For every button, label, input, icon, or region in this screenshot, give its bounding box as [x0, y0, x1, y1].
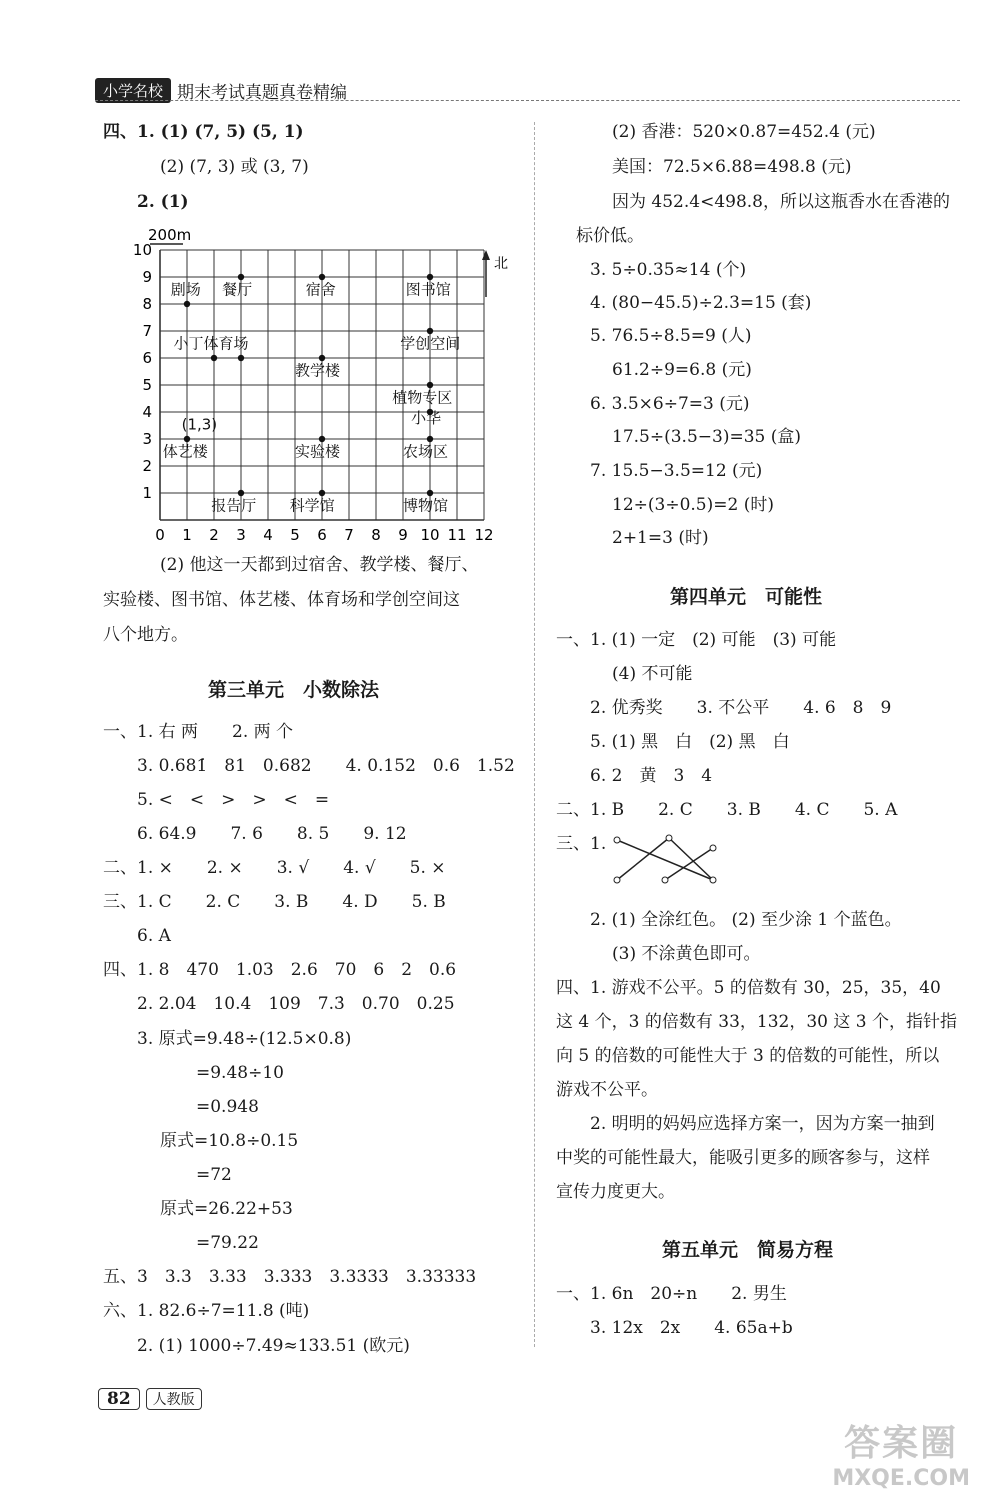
answer-line: 3. 5÷0.35≈14 (个) [590, 260, 747, 280]
answer-line: =79.22 [196, 1233, 259, 1253]
answer-line: 原式=26.22+53 [160, 1199, 293, 1219]
answer-line: 2. 明明的妈妈应选择方案一，因为方案一抽到 [590, 1114, 935, 1134]
answer-line: 原式=10.8÷0.15 [160, 1131, 299, 1151]
y-tick-label: 10 [132, 241, 152, 259]
place-label: 体艺楼 [162, 442, 208, 461]
x-tick-label: 0 [155, 526, 165, 544]
answer-line: (2) 他这一天都到过宿舍、教学楼、餐厅、 [160, 555, 479, 575]
location-dot [319, 490, 325, 496]
answer-line: 向 5 的倍数的可能性大于 3 的倍数的可能性，所以 [556, 1046, 940, 1066]
x-tick-label: 9 [398, 526, 408, 544]
location-dot [184, 301, 190, 307]
answer-line: 12÷(3÷0.5)=2 (时) [612, 495, 774, 515]
answer-line: (4) 不可能 [612, 664, 693, 684]
x-tick-label: 4 [263, 526, 273, 544]
place-label: 宿舍 [305, 280, 336, 299]
location-dot [184, 436, 190, 442]
y-tick-label: 8 [142, 295, 152, 313]
location-dot [427, 328, 433, 334]
x-tick-label: 6 [317, 526, 327, 544]
matching-lines-diagram [605, 830, 725, 890]
y-tick-label: 3 [142, 430, 152, 448]
location-dot [427, 382, 433, 388]
scale-label: 200m [148, 226, 192, 244]
answer-line: 3. 12x 2x 4. 65a+b [590, 1318, 793, 1338]
answer-line: 2. (1) 全涂红色。 (2) 至少涂 1 个蓝色。 [590, 910, 902, 930]
location-dot [238, 274, 244, 280]
answer-line: 一、1. 6n 20÷n 2. 男生 [556, 1284, 787, 1304]
answer-line: =72 [196, 1165, 232, 1185]
answer-line: 四、1. 游戏不公平。5 的倍数有 30，25，35，40 [556, 978, 941, 998]
place-label: 植物专区 [392, 388, 453, 407]
answer-line: 四、1. (1) (7, 5) (5, 1) [103, 122, 304, 142]
north-arrow-head [482, 250, 490, 260]
unit-3-title: 第三单元 小数除法 [208, 679, 380, 701]
x-tick-label: 8 [371, 526, 381, 544]
location-dot [238, 355, 244, 361]
answer-line: 一、1. 右 两 2. 两 个 [103, 722, 294, 742]
answer-line: 2. 2.04 10.4 109 7.3̇ 0.70 0.25 [137, 994, 455, 1014]
answer-line: 3. 原式=9.48÷(12.5×0.8) [137, 1029, 352, 1049]
y-tick-label: 4 [142, 403, 152, 421]
answer-line: (2) 香港：520×0.87=452.4 (元) [612, 122, 876, 142]
unit-4-title: 第四单元 可能性 [670, 586, 823, 608]
answer-line: 2. (1) [137, 192, 189, 212]
coordinate-grid-map [128, 222, 528, 552]
answer-line: 三、1. C 2. C 3. B 4. D 5. B [103, 892, 446, 912]
y-tick-label: 2 [142, 457, 152, 475]
answer-line: 八个地方。 [103, 625, 188, 645]
place-labels [163, 281, 461, 515]
answer-line: 5. 76.5÷8.5=9 (人) [590, 326, 752, 346]
answer-line: 3. 0.681̇ 81 0.682 4. 0.152 0.6 1.52 [137, 756, 515, 776]
answer-line: 四、1. 8 470 1.03 2.6 70 6 2 0.6 [103, 960, 457, 980]
location-dot [319, 436, 325, 442]
place-label: 剧场 [170, 280, 201, 299]
answer-line: 标价低。 [576, 226, 644, 246]
y-tick-label: 7 [142, 322, 152, 340]
answer-line: =9.48÷10 [196, 1063, 284, 1083]
location-dot [427, 490, 433, 496]
place-label: 餐厅 [222, 280, 253, 299]
answer-line: 六、1. 82.6÷7=11.8 (吨) [103, 1301, 310, 1321]
edition-badge: 人教版 [146, 1388, 202, 1410]
place-label: 小华 [411, 408, 442, 427]
answer-line: 4. (80−45.5)÷2.3=15 (套) [590, 293, 812, 313]
answer-line: 2. (1) 1000÷7.49≈133.51 (欧元) [137, 1336, 410, 1356]
place-label: 教学楼 [295, 361, 341, 380]
answer-line: =0.948 [196, 1097, 259, 1117]
answer-line: 美国：72.5×6.88=498.8 (元) [612, 157, 852, 177]
answer-line: 宣传力度更大。 [556, 1182, 675, 1202]
x-tick-label: 10 [420, 526, 440, 544]
answer-line: 6. 3.5×6÷7=3 (元) [590, 394, 750, 414]
x-tick-label: 12 [474, 526, 494, 544]
y-tick-label: 9 [142, 268, 152, 286]
watermark-text: 答案圈 [844, 1423, 959, 1464]
answer-line: 2+1=3 (时) [612, 528, 709, 548]
place-label: 图书馆 [405, 280, 451, 299]
x-tick-label: 1 [182, 526, 192, 544]
location-dot [211, 355, 217, 361]
place-label: 科学馆 [289, 496, 335, 515]
y-tick-label: 5 [142, 376, 152, 394]
x-tick-label: 11 [447, 526, 467, 544]
answer-line: 实验楼、图书馆、体艺楼、体育场和学创空间这 [103, 590, 460, 610]
page-footer [98, 1388, 202, 1410]
x-tick-label: 2 [209, 526, 219, 544]
place-label: 报告厅 [211, 496, 257, 515]
answer-line: 二、1. B 2. C 3. B 4. C 5. A [556, 800, 898, 820]
place-label: 学创空间 [400, 334, 461, 353]
book-title: 期末考试真题真卷精编 [177, 83, 348, 103]
answer-line: 2. 优秀奖 3. 不公平 4. 6 8 9 [590, 698, 892, 718]
answer-line: 游戏不公平。 [556, 1080, 658, 1100]
watermark-url: MXQE.COM [832, 1466, 970, 1491]
series-badge: 小学名校 [95, 78, 171, 103]
location-dot [319, 274, 325, 280]
x-tick-labels [155, 526, 493, 544]
answer-line: 三、1. [556, 834, 607, 854]
answer-line: 五、3 3.3 3.33 3.333 3.3333 3.33333 [103, 1267, 477, 1287]
answer-line: 7. 15.5−3.5=12 (元) [590, 461, 763, 481]
unit-5-title: 第五单元 简易方程 [662, 1239, 834, 1261]
answer-line: 17.5÷(3.5−3)=35 (盒) [612, 427, 802, 447]
x-tick-label: 7 [344, 526, 354, 544]
place-label: 小丁体育场 [173, 334, 249, 353]
place-label: 实验楼 [295, 442, 341, 461]
y-tick-label: 6 [142, 349, 152, 367]
place-label: 博物馆 [403, 496, 449, 515]
answer-line: 中奖的可能性最大，能吸引更多的顾客参与，这样 [556, 1148, 930, 1168]
location-dot [319, 355, 325, 361]
place-label: (1,3) [181, 415, 218, 434]
place-label: 农场区 [403, 442, 449, 461]
answer-line: 二、1. × 2. × 3. √ 4. √ 5. × [103, 858, 446, 878]
watermark-logo [832, 1415, 970, 1491]
answer-line: 因为 452.4<498.8，所以这瓶香水在香港的 [612, 192, 950, 212]
y-tick-label: 1 [142, 484, 152, 502]
header-rule [95, 100, 960, 101]
answer-line: 6. 2 黄 3 4 [590, 766, 713, 786]
answer-line: 一、1. (1) 一定 (2) 可能 (3) 可能 [556, 630, 837, 650]
location-dot [238, 490, 244, 496]
north-label: 北 [494, 256, 508, 272]
y-tick-labels [133, 241, 152, 502]
answer-line: 61.2÷9=6.8 (元) [612, 360, 752, 380]
answer-line: 这 4 个，3 的倍数有 33，132，30 这 3 个，指针指 [556, 1012, 957, 1032]
location-dot [427, 436, 433, 442]
column-divider [534, 122, 535, 1347]
location-dot [427, 274, 433, 280]
answer-line: (2) (7, 3) 或 (3, 7) [160, 157, 309, 177]
answer-line: 6. 64.9 7. 6 8. 5 9. 12 [137, 824, 407, 844]
answer-line: 5. (1) 黑 白 (2) 黑 白 [590, 732, 790, 752]
answer-line: 5. < < > > < = [137, 790, 330, 810]
answer-line: (3) 不涂黄色即可。 [612, 944, 761, 964]
x-tick-label: 5 [290, 526, 300, 544]
page-number: 82 [98, 1388, 140, 1410]
x-tick-label: 3 [236, 526, 246, 544]
answer-line: 6. A [137, 926, 171, 946]
